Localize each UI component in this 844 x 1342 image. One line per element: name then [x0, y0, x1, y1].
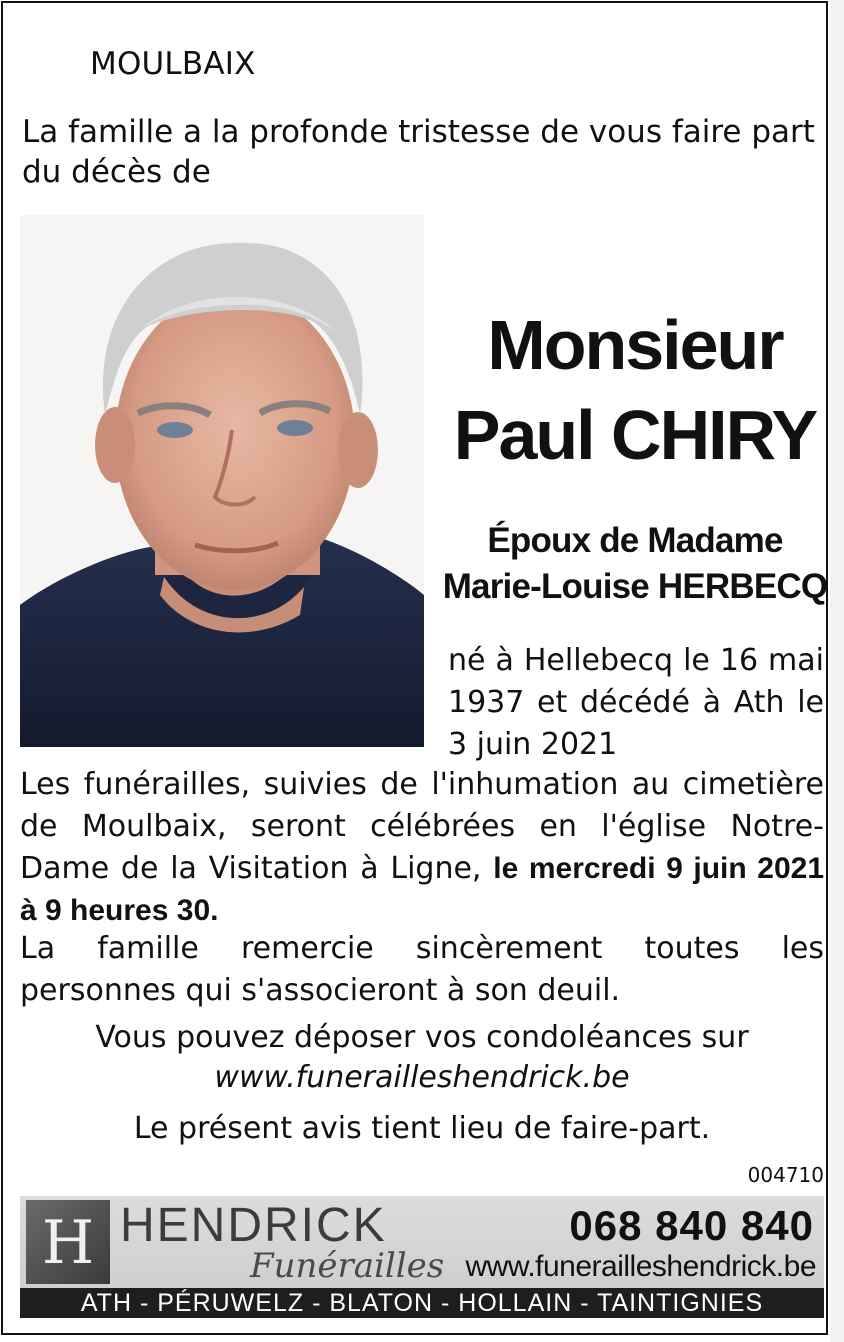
hendrick-logo: [26, 1200, 110, 1284]
reference-code: 004710: [747, 1163, 824, 1187]
spouse-info: [440, 518, 830, 610]
deceased-name: Paul CHIRY: [453, 396, 817, 474]
logo-letter: H: [41, 1208, 95, 1278]
cities-bar: ATH - PÉRUWELZ - BLATON - HOLLAIN - TAINTIGNIES: [20, 1288, 824, 1318]
condolences-link[interactable]: www.funerailleshendrick.be: [214, 1060, 630, 1095]
honorific: Monsieur: [487, 306, 783, 384]
page-edge: [830, 0, 844, 1342]
intro-text: La famille a la profonde tristesse de vous faire part du décès de: [22, 114, 815, 190]
birth-death-text: né à Hellebecq le 16 mai 1937 et décédé à Ath le 3 juin 2021: [448, 643, 824, 762]
funeral-date: le mercredi 9 juin 2021 à 9 heures 30.: [20, 852, 825, 927]
portrait-photo: [20, 215, 424, 747]
funeral-details: Les funérailles, suivies de l'inhumation au cimetière de Moulbaix, seront célébrées en l'église Notre-Dame de la Visitation à Ligne,: [20, 767, 824, 886]
brand-subtitle: Funérailles: [250, 1246, 445, 1286]
portrait-photo-icon: [20, 215, 424, 747]
brand-name: HENDRICK: [120, 1199, 387, 1252]
spouse-line-1: Époux de Madame: [487, 521, 783, 560]
spouse-line-2: Marie-Louise HERBECQ: [442, 567, 828, 606]
notice-text: Le présent avis tient lieu de faire-part.: [133, 1111, 711, 1146]
banner-website[interactable]: www.funerailleshendrick.be: [465, 1250, 816, 1283]
phone-number[interactable]: 068 840 840: [569, 1202, 814, 1249]
thanks-text: La famille remercie sincèrement toutes les personnes qui s'associeront à son deuil.: [20, 931, 824, 1008]
town-name: MOULBAIX: [90, 46, 256, 82]
funeral-text: [20, 764, 824, 932]
funeral-home-banner: [20, 1196, 824, 1288]
condolences-text: Vous pouvez déposer vos condoléances sur: [95, 1020, 749, 1055]
